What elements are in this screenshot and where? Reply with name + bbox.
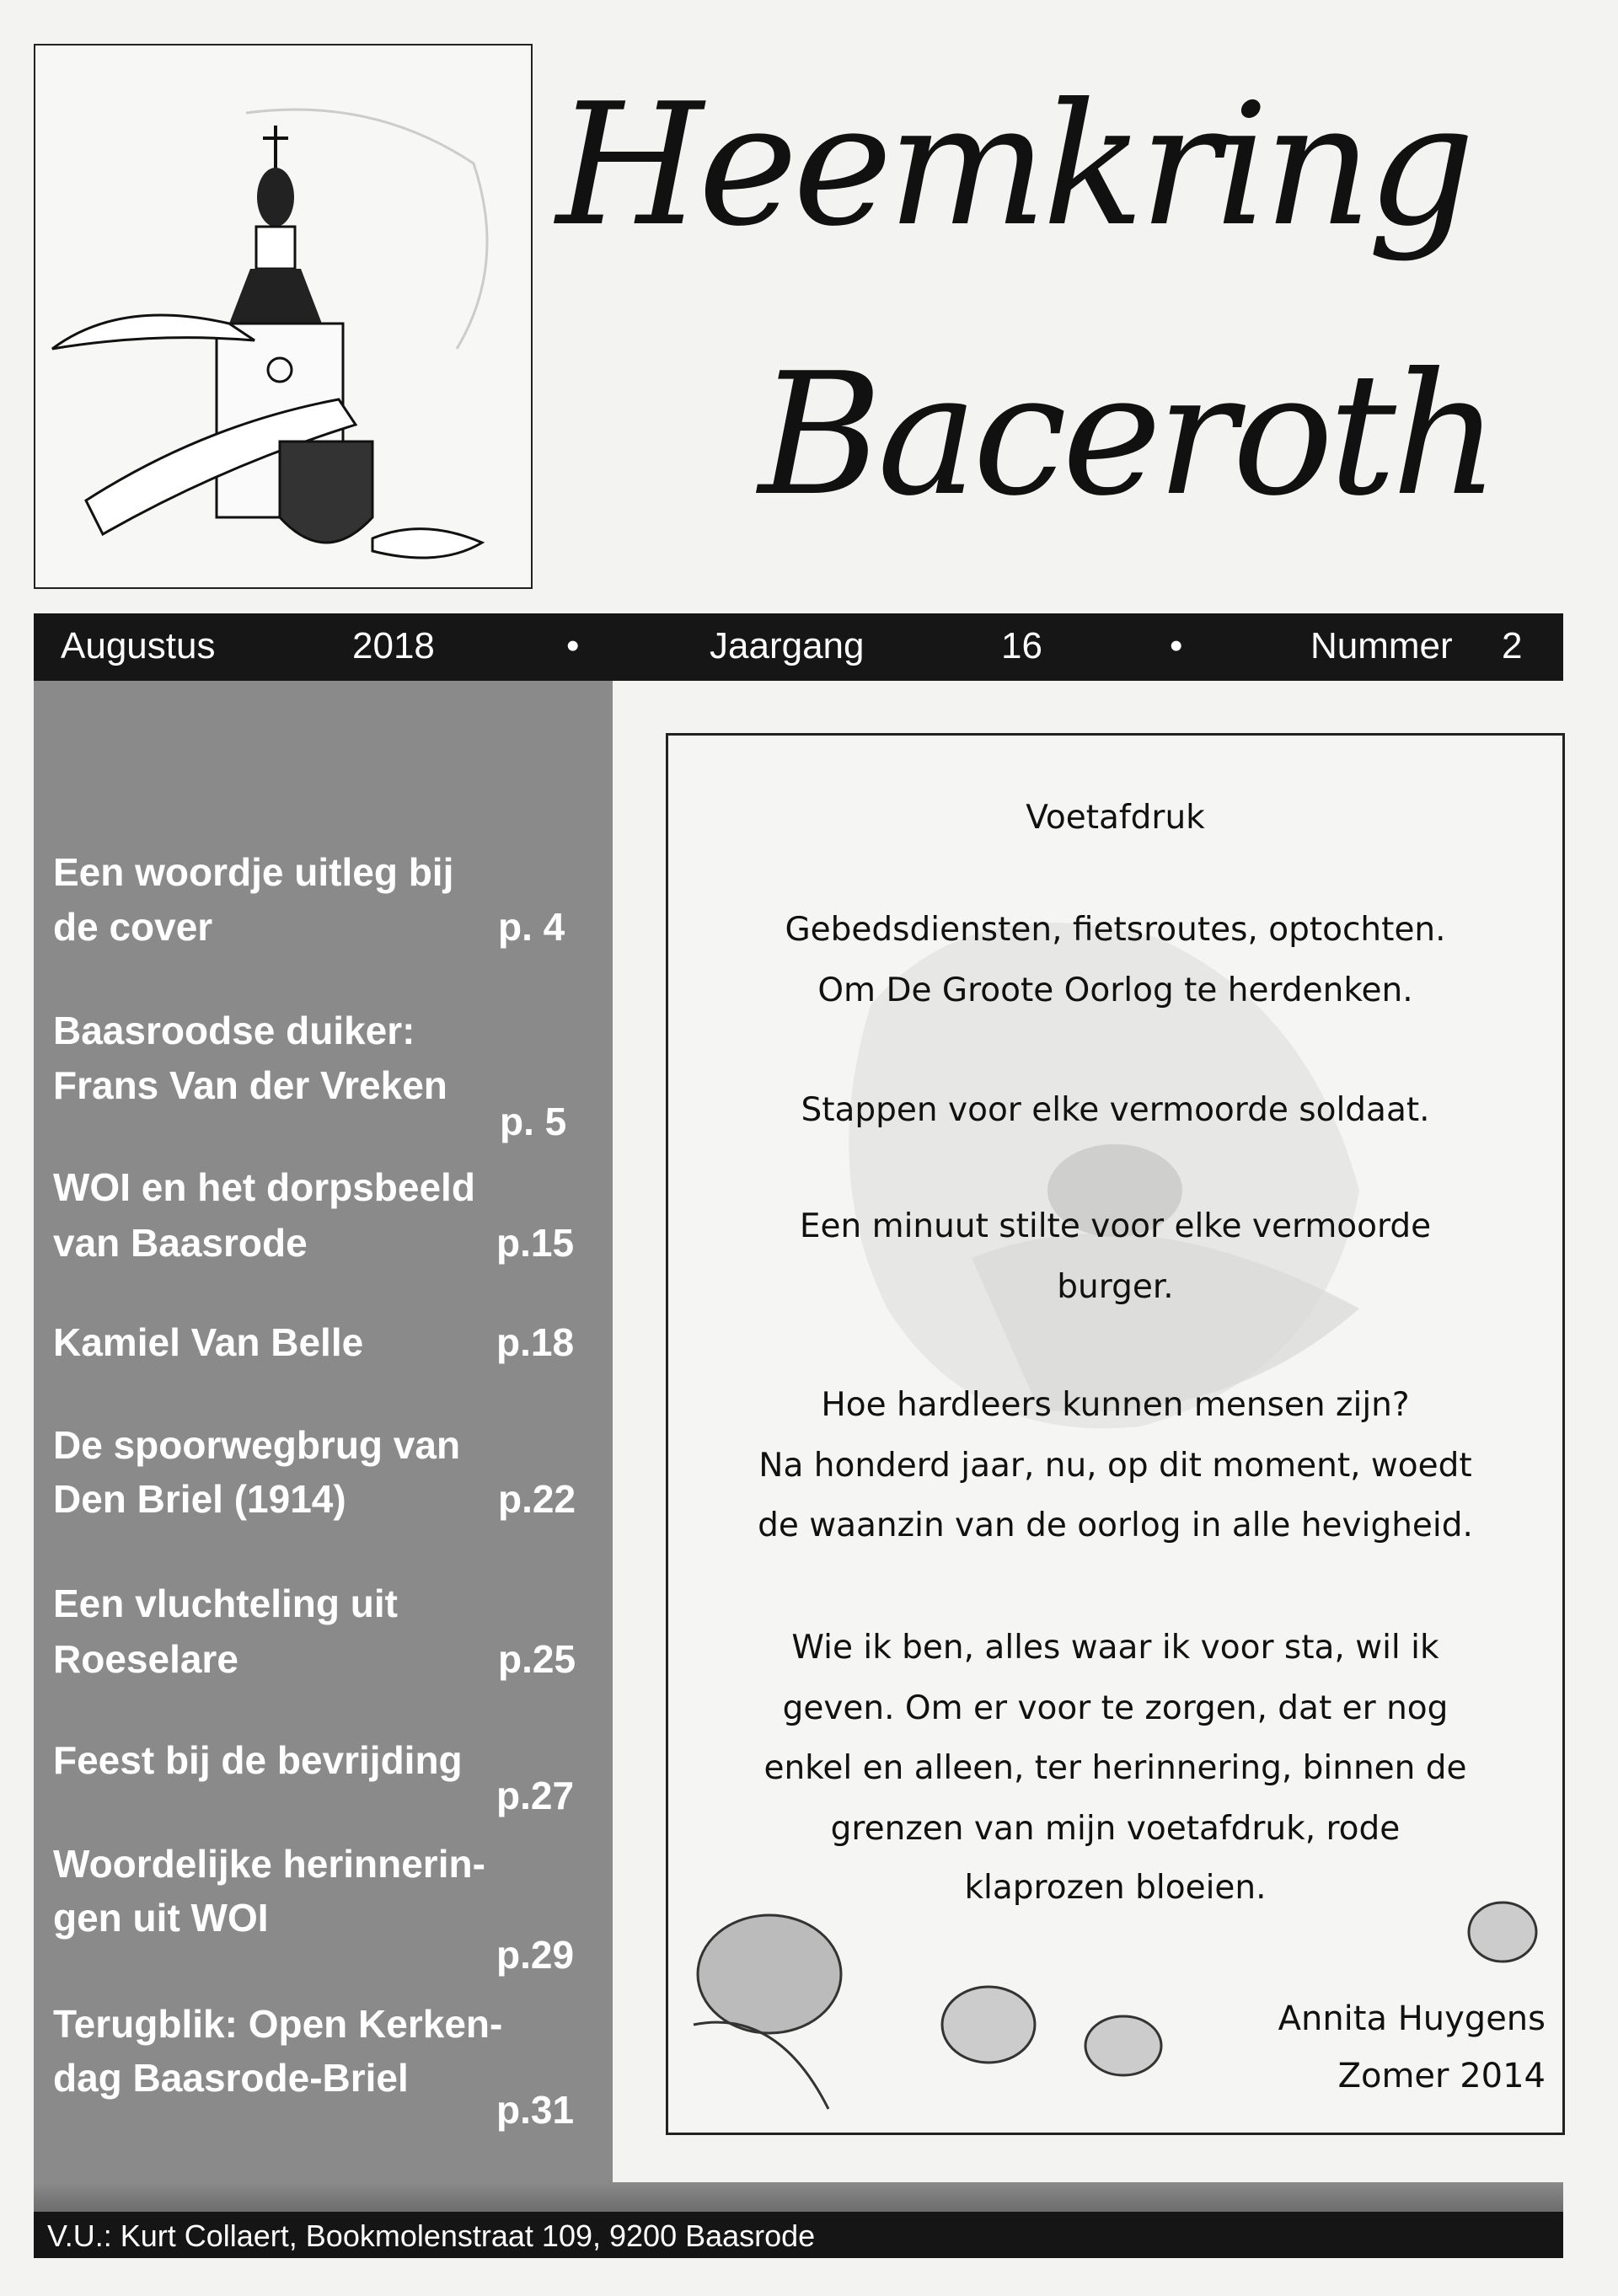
toc-entry-line: Kamiel Van Belle [53,1320,364,1364]
poem-line: klaprozen bloeien. [964,1869,1267,1907]
toc-entry-line: dag Baasrode-Briel [53,2056,409,2100]
toc-page: p.22 [498,1477,576,1521]
toc-entry-line: Frans Van der Vreken [53,1063,447,1107]
toc-page: p.15 [496,1221,575,1265]
poem-line: Gebedsdiensten, fietsroutes, optochten. [785,911,1446,949]
toc-page: p.29 [496,1933,575,1977]
poem-line: enkel en alleen, ter herinnering, binnen de [763,1749,1467,1787]
toc-entry-line: Terugblik: Open Kerken- [53,2002,503,2046]
church-crest-logo-icon [35,45,531,587]
heemkring-logo [34,44,533,589]
footer-gray-strip [34,2182,1563,2214]
toc-page: p.18 [496,1320,575,1364]
toc-page: p.31 [496,2088,575,2132]
number-label: Nummer [1310,625,1453,666]
poem-line: Een minuut stilte voor elke vermoorde [799,1207,1432,1245]
toc-page: p.25 [498,1637,576,1681]
poem-line: geven. Om er voor te zorgen, dat er nog [782,1689,1449,1727]
poem-line: Om De Groote Oorlog te herdenken. [817,971,1413,1009]
toc-entry-line: De spoorwegbrug van [53,1423,461,1467]
footer-bar [34,2212,1563,2258]
toc-entry-line: WOI en het dorpsbeeld [53,1165,475,1209]
toc-page: p. 4 [498,905,565,949]
issue-number: 2 [1502,625,1523,666]
toc-entry-line: Een woordje uitleg bij [53,850,454,894]
poem-line: de waanzin van de oorlog in alle hevigheid. [758,1507,1473,1544]
issue-year: 2018 [352,625,435,666]
issue-month: Augustus [61,625,216,666]
toc-page: p. 5 [500,1100,567,1143]
toc-entry-line: de cover [53,905,213,949]
toc-entry-line: Een vluchteling uit [53,1582,398,1625]
poem-line: burger. [1057,1268,1174,1306]
poem-line: Stappen voor elke vermoorde soldaat. [801,1091,1430,1129]
masthead-title-line2: Baceroth [758,337,1495,533]
toc-page: p.27 [496,1774,575,1817]
poem-line: Hoe hardleers kunnen mensen zijn? [821,1386,1410,1424]
toc-entry-line: Woordelijke herinnerin- [53,1842,485,1886]
poem-line: Na honderd jaar, nu, op dit moment, woedt [758,1447,1472,1485]
volume-number: 16 [1001,625,1042,666]
poem-box [666,733,1565,2135]
poppies-decoration-icon [677,1890,1216,2117]
poem-author: Annita Huygens [1278,1999,1546,2038]
issue-info-bar [34,613,1563,681]
poem-line: Wie ik ben, alles waar ik voor sta, wil ik [791,1629,1439,1667]
publisher-info: V.U.: Kurt Collaert, Bookmolenstraat 109, 9200 Baasrode [47,2218,816,2253]
poem-date: Zomer 2014 [1337,2057,1546,2095]
toc-entry-line: Den Briel (1914) [53,1477,346,1521]
poem-title: Voetafdruk [1026,799,1205,837]
toc-entry-line: van Baasrode [53,1221,308,1265]
masthead-title-line1: Heemkring [556,67,1471,264]
toc-entry-line: Baasroodse duiker: [53,1009,415,1052]
toc-entry-line: gen uit WOI [53,1896,269,1940]
separator-dot: • [1170,625,1183,666]
volume-label: Jaargang [710,625,865,666]
toc-entry-line: Feest bij de bevrijding [53,1738,463,1782]
toc-entry-line: Roeselare [53,1637,238,1681]
separator-dot: • [566,625,580,666]
poem-line: grenzen van mijn voetafdruk, rode [830,1810,1401,1848]
